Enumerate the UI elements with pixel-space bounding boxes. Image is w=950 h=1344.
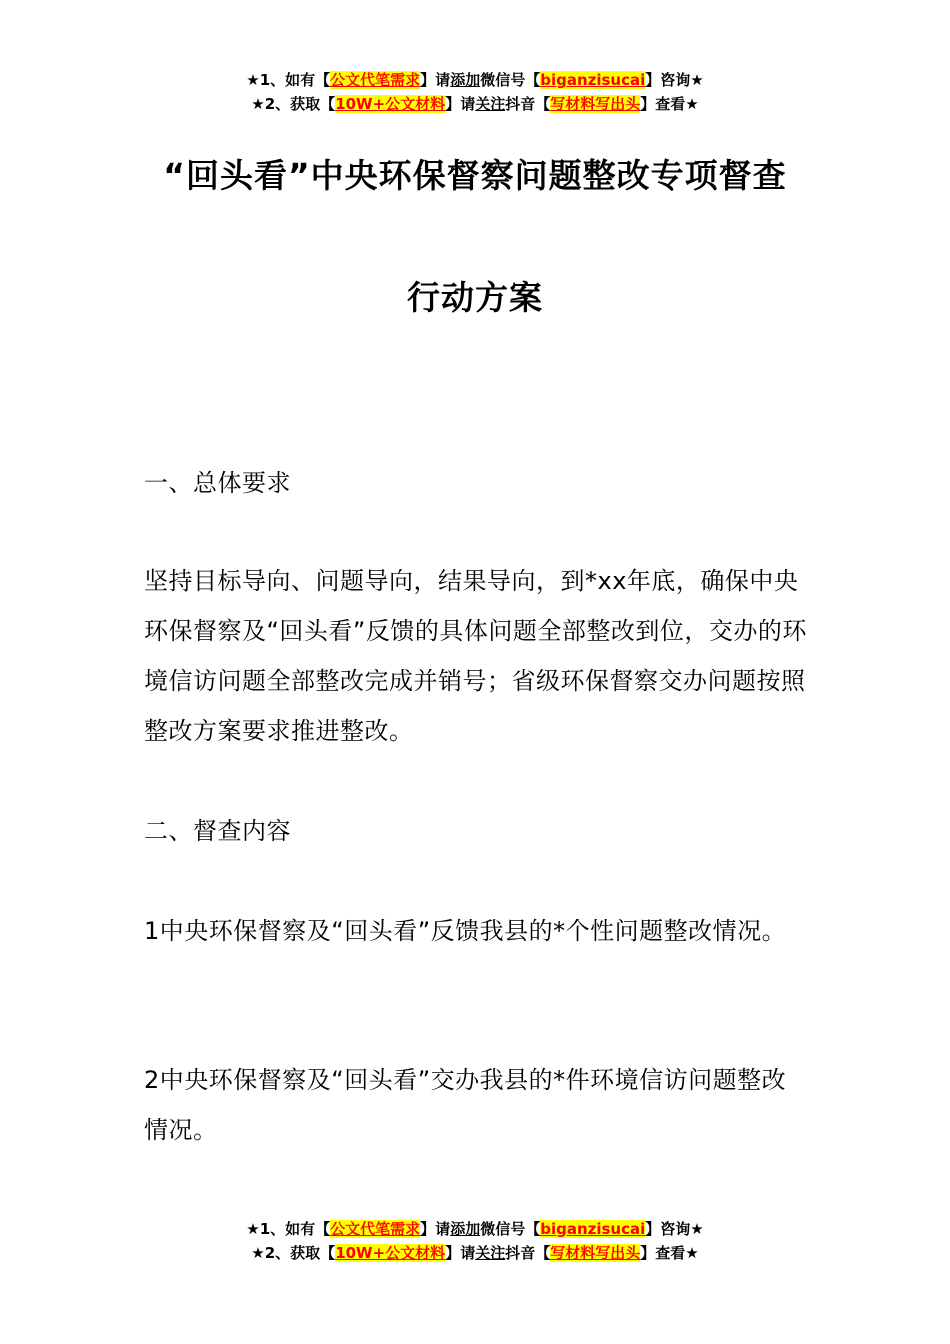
banner-text: 抖音【 bbox=[505, 95, 551, 113]
banner-highlight: 公文代笔需求 bbox=[330, 71, 421, 89]
banner-text: 抖音【 bbox=[505, 1244, 551, 1262]
banner-underline: 关注 bbox=[475, 95, 506, 113]
banner-text: ★2、获取【 bbox=[251, 95, 336, 113]
banner-highlight: 10W+公文材料 bbox=[335, 1244, 446, 1262]
banner-text: ★2、获取【 bbox=[251, 1244, 336, 1262]
list-item-1: 1中央环保督察及“回头看”反馈我县的*个性问题整改情况。 bbox=[144, 917, 787, 945]
document-title-line-2: 行动方案 bbox=[407, 278, 543, 317]
footer-banner bbox=[0, 1217, 950, 1265]
banner-highlight: biganzisucai bbox=[540, 1220, 646, 1238]
banner-underline: 添加 bbox=[450, 1220, 481, 1238]
section-heading-overall: 一、总体要求 bbox=[144, 469, 291, 497]
banner-text: 】请 bbox=[420, 71, 451, 89]
banner-text: 】请 bbox=[445, 95, 476, 113]
banner-text: 】查看★ bbox=[640, 95, 699, 113]
banner-text: 】咨询★ bbox=[645, 1220, 704, 1238]
banner-text: ★1、如有【 bbox=[246, 1220, 331, 1238]
banner-highlight: 写材料写出头 bbox=[550, 95, 641, 113]
banner-line-1 bbox=[0, 1217, 950, 1241]
header-banner bbox=[0, 68, 950, 116]
paragraph-overall-requirements: 坚持目标导向、问题导向，结果导向，到*xx年底，确保中央环保督察及“回头看”反馈的具体问题全部整改到位，交办的环境信访问题全部整改完成并销号；省级环保督察交办问题按照整改方案要求推进整改。 bbox=[144, 567, 807, 745]
banner-text: 】咨询★ bbox=[645, 71, 704, 89]
banner-text: ★1、如有【 bbox=[246, 71, 331, 89]
banner-highlight: 写材料写出头 bbox=[550, 1244, 641, 1262]
section-heading-content: 二、督查内容 bbox=[144, 817, 291, 845]
document-title-line-1: “回头看”中央环保督察问题整改专项督查 bbox=[163, 156, 787, 195]
banner-highlight: biganzisucai bbox=[540, 71, 646, 89]
banner-text: 】请 bbox=[420, 1220, 451, 1238]
banner-line-2 bbox=[0, 1241, 950, 1265]
banner-underline: 关注 bbox=[475, 1244, 506, 1262]
list-item-2: 2中央环保督察及“回头看”交办我县的*件环境信访问题整改情况。 bbox=[144, 1066, 787, 1144]
banner-highlight: 公文代笔需求 bbox=[330, 1220, 421, 1238]
banner-text: 微信号【 bbox=[480, 1220, 541, 1238]
banner-text: 】查看★ bbox=[640, 1244, 699, 1262]
banner-highlight: 10W+公文材料 bbox=[335, 95, 446, 113]
banner-line-1 bbox=[0, 68, 950, 92]
banner-text: 】请 bbox=[445, 1244, 476, 1262]
banner-text: 微信号【 bbox=[480, 71, 541, 89]
banner-underline: 添加 bbox=[450, 71, 481, 89]
banner-line-2 bbox=[0, 92, 950, 116]
